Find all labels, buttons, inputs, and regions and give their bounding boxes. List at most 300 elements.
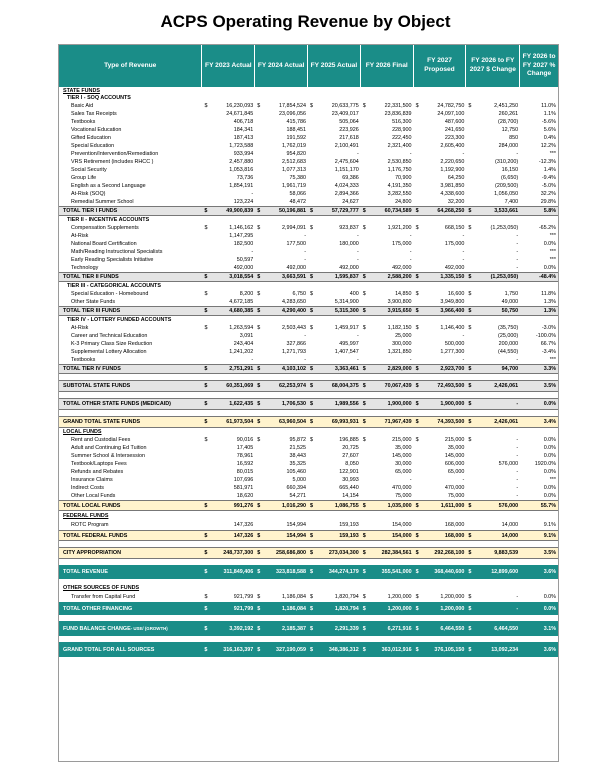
cell-value: 168,000 <box>444 532 465 539</box>
percent-change-cell: 55.7% <box>540 502 557 509</box>
value-cell <box>414 348 467 356</box>
row-label-text: TIER II - INCENTIVE ACCOUNTS <box>67 217 150 223</box>
row-label-text: Career and Technical Education <box>71 333 148 339</box>
cell-value: 282,384,561 <box>381 550 412 556</box>
cell-value: 1,595,837 <box>334 274 359 280</box>
value-cell <box>361 460 414 468</box>
table-row <box>59 484 558 492</box>
value-cell <box>466 356 520 364</box>
value-cell <box>308 356 361 364</box>
cell-value: 2,100,491 <box>334 143 359 149</box>
cell-value: 49,000 <box>501 299 519 305</box>
percent-change-cell: -48.4% <box>538 274 557 280</box>
currency-symbol: $ <box>468 308 472 314</box>
cell-value: (209,500) <box>495 183 519 189</box>
value-cell <box>414 381 467 391</box>
cell-value: 665,440 <box>339 485 359 491</box>
percent-change-cell: 3.3% <box>543 366 557 372</box>
currency-symbol: $ <box>468 325 472 331</box>
value-cell <box>466 232 520 240</box>
currency-symbol: $ <box>204 103 208 109</box>
row-label <box>59 142 202 150</box>
currency-symbol: $ <box>310 605 313 612</box>
value-cell <box>414 118 467 126</box>
value-cell <box>466 501 520 510</box>
cell-value: 223,300 <box>444 135 465 141</box>
value-cell <box>361 118 414 126</box>
tot-row <box>59 364 558 374</box>
cell-value: 168,000 <box>444 522 465 528</box>
value-cell <box>466 565 520 579</box>
value-cell <box>361 492 414 500</box>
currency-symbol: $ <box>310 103 313 109</box>
cell-value: 75,000 <box>447 493 465 499</box>
value-cell <box>414 531 467 540</box>
cell-value: 3,363,461 <box>334 366 359 372</box>
page-title: ACPS Operating Revenue by Object <box>160 12 451 31</box>
row-label-text: Other State Funds <box>71 299 116 305</box>
currency-symbol: $ <box>362 274 366 280</box>
cell-value: 292,268,100 <box>434 550 465 556</box>
value-cell <box>308 520 361 530</box>
value-cell <box>361 256 414 264</box>
percent-change-cell: 5.6% <box>543 127 556 133</box>
cell-value: 660,394 <box>286 485 306 491</box>
value-cell <box>414 642 467 657</box>
value-cell <box>361 484 414 492</box>
value-cell <box>466 520 520 530</box>
value-cell <box>361 452 414 460</box>
value-cell <box>466 110 520 118</box>
currency-symbol: $ <box>204 502 208 509</box>
cell-value: 4,290,400 <box>282 308 306 314</box>
value-cell <box>202 134 255 142</box>
row-label-text: Social Security <box>71 167 107 173</box>
value-cell <box>466 182 520 190</box>
cell-value: 72,493,500 <box>437 383 465 389</box>
currency-symbol: $ <box>204 383 208 389</box>
currency-symbol: $ <box>257 502 261 509</box>
currency-symbol: $ <box>310 274 313 280</box>
teal-row <box>59 642 558 657</box>
value-cell <box>308 232 361 240</box>
cell-value: 1,146,400 <box>440 325 465 331</box>
cell-value: 32,200 <box>447 199 465 205</box>
cell-value: 933,994 <box>233 151 254 157</box>
table-row <box>59 110 558 118</box>
percent-change-cell: 0.0% <box>543 493 556 499</box>
value-cell <box>466 492 520 500</box>
value-cell <box>202 468 255 476</box>
percent-change-cell: 0.0% <box>543 469 556 475</box>
cell-value: 1,086,755 <box>334 502 359 509</box>
value-cell <box>466 452 520 460</box>
currency-symbol: $ <box>310 401 313 407</box>
cell-value: 145,000 <box>392 453 412 459</box>
value-cell <box>414 492 467 500</box>
cell-value: 57,729,777 <box>331 208 359 214</box>
cell-value: 492,000 <box>286 265 306 271</box>
value-cell <box>361 166 414 174</box>
cell-value: 1,035,000 <box>387 502 412 509</box>
percent-change-cell: 0.0% <box>543 605 557 612</box>
currency-symbol: $ <box>362 569 366 575</box>
row-label <box>59 118 202 126</box>
value-cell <box>202 150 255 158</box>
percent-change-cell: -65.2% <box>538 225 556 231</box>
cell-value: 492,000 <box>444 265 465 271</box>
row-label-text: Other Local Funds <box>71 493 116 499</box>
cell-value: 16,592 <box>236 461 254 467</box>
cell-value: 64,250 <box>447 175 465 181</box>
value-cell <box>308 166 361 174</box>
value-cell <box>308 460 361 468</box>
sec-row <box>59 511 558 520</box>
row-label <box>59 150 202 158</box>
value-cell <box>308 256 361 264</box>
currency-symbol: $ <box>310 366 313 372</box>
value-cell <box>202 356 255 364</box>
cell-value: 921,799 <box>233 605 254 612</box>
table-row <box>59 126 558 134</box>
cell-value: 1,263,594 <box>229 325 254 331</box>
value-cell <box>202 207 255 215</box>
cell-value: 1,151,170 <box>334 167 359 173</box>
value-cell <box>361 520 414 530</box>
cell-value: 1,200,000 <box>440 594 465 600</box>
value-cell <box>361 207 414 215</box>
cell-value: - <box>251 249 254 255</box>
value-cell <box>255 476 308 484</box>
cell-value: 6,271,916 <box>387 625 412 632</box>
cell-value: - <box>516 357 519 363</box>
value-cell <box>361 399 414 409</box>
cell-value: (6,650) <box>501 175 519 181</box>
cell-value: 49,900,839 <box>226 208 254 214</box>
row-label <box>59 198 202 206</box>
value-cell <box>255 356 308 364</box>
cell-value: - <box>516 469 519 475</box>
currency-symbol: $ <box>257 569 261 575</box>
percent-change-cell: 9.1% <box>543 532 557 539</box>
value-cell <box>414 592 467 602</box>
row-label-text: FEDERAL FUNDS <box>63 512 109 519</box>
value-cell <box>466 642 520 657</box>
row-label-suffix: - USE/ (GROWTH) <box>130 626 168 631</box>
value-cell <box>414 460 467 468</box>
cell-value: 260,261 <box>498 111 519 117</box>
row-label <box>59 324 202 332</box>
row-label-text: English as a Second Language <box>71 183 146 189</box>
cell-value: 3,966,400 <box>440 308 465 314</box>
cell-value: 25,000 <box>395 333 412 339</box>
value-cell <box>202 298 255 306</box>
cell-value: 316,163,397 <box>223 646 254 653</box>
row-label-text: VRS Retirement (includes RHCC ) <box>71 159 154 165</box>
cell-value: (1,253,050) <box>490 274 519 280</box>
value-cell <box>308 324 361 332</box>
cell-value: 147,326 <box>233 522 254 528</box>
cell-value: (44,550) <box>498 349 519 355</box>
value-cell <box>466 307 520 315</box>
value-cell <box>361 307 414 315</box>
cell-value: 1,146,162 <box>229 225 254 231</box>
row-label-text: Indirect Costs <box>71 485 104 491</box>
value-cell <box>202 365 255 373</box>
value-cell <box>255 207 308 215</box>
percent-change-cell: 3.1% <box>543 625 557 632</box>
cell-value: 1,900,000 <box>387 401 412 407</box>
value-cell <box>255 417 308 427</box>
cell-value: 1,147,295 <box>229 233 254 239</box>
value-cell <box>414 174 467 182</box>
value-cell <box>308 248 361 256</box>
table-row <box>59 224 558 232</box>
cell-value: - <box>462 477 465 483</box>
value-cell <box>202 348 255 356</box>
currency-symbol: $ <box>415 419 419 425</box>
cell-value: 215,000 <box>444 437 465 443</box>
value-cell <box>255 198 308 206</box>
cell-value: 300,000 <box>392 341 412 347</box>
currency-symbol: $ <box>362 594 366 600</box>
currency-symbol: $ <box>204 208 208 214</box>
cell-value: 1,921,200 <box>387 225 412 231</box>
currency-symbol: $ <box>468 401 472 407</box>
value-cell <box>255 444 308 452</box>
percent-change-cell: 3.6% <box>543 646 557 653</box>
currency-symbol: $ <box>310 502 313 509</box>
value-cell <box>414 224 467 232</box>
row-label <box>59 190 202 198</box>
value-cell <box>361 240 414 248</box>
gold-row <box>59 416 558 428</box>
table-row <box>59 174 558 182</box>
row-label-text: Gifted Education <box>71 135 111 141</box>
value-cell <box>255 548 308 558</box>
cell-value: 241,650 <box>444 127 465 133</box>
cell-value: 13,092,234 <box>491 646 519 653</box>
cell-value: 470,000 <box>392 485 412 491</box>
value-cell <box>255 332 308 340</box>
cell-value: 30,993 <box>342 477 359 483</box>
value-cell <box>202 224 255 232</box>
cell-value: 991,276 <box>233 502 254 509</box>
cell-value: 1,077,313 <box>282 167 306 173</box>
currency-symbol: $ <box>362 325 366 331</box>
currency-symbol: $ <box>415 532 419 539</box>
tot-row <box>59 380 558 392</box>
percent-change-cell: -3.0% <box>541 325 556 331</box>
cell-value: 2,829,000 <box>387 366 412 372</box>
value-cell <box>361 592 414 602</box>
row-label-text: CITY APPROPRIATION <box>63 550 122 556</box>
currency-symbol: $ <box>468 532 472 539</box>
row-label <box>59 621 202 636</box>
row-label-text: Vocational Education <box>71 127 122 133</box>
value-cell <box>466 348 520 356</box>
value-cell <box>466 548 520 558</box>
value-cell <box>255 492 308 500</box>
cell-value: 1,989,556 <box>334 401 359 407</box>
value-cell <box>202 399 255 409</box>
row-label-text: Basic Aid <box>71 103 94 109</box>
cell-value: 62,253,974 <box>279 383 306 389</box>
row-label <box>59 492 202 500</box>
row-label-text: SUBTOTAL STATE FUNDS <box>63 383 131 389</box>
table-row <box>59 158 558 166</box>
value-cell <box>466 468 520 476</box>
cell-value: 24,627 <box>342 199 359 205</box>
tot-row <box>59 306 558 316</box>
currency-symbol: $ <box>362 308 366 314</box>
cell-value: 1,820,794 <box>334 594 359 600</box>
row-label <box>59 531 202 540</box>
currency-symbol: $ <box>257 605 261 612</box>
cell-value: 4,191,350 <box>387 183 412 189</box>
value-cell <box>202 273 255 281</box>
cell-value: 327,190,059 <box>276 646 306 653</box>
cell-value: 3,018,554 <box>229 274 254 280</box>
table-row <box>59 298 558 306</box>
row-label-text: Prevention/Intervention/Remediation <box>71 151 159 157</box>
row-label <box>59 240 202 248</box>
value-cell <box>414 444 467 452</box>
cell-value: 54,271 <box>289 493 306 499</box>
currency-symbol: $ <box>415 208 419 214</box>
cell-value: 12,750 <box>501 127 519 133</box>
value-cell <box>202 102 255 110</box>
row-label-text: TIER I - SOQ ACCOUNTS <box>67 95 131 101</box>
cell-value: 217,618 <box>339 135 359 141</box>
percent-change-cell: *** <box>549 151 556 157</box>
cell-value: 415,786 <box>286 119 306 125</box>
value-cell <box>255 150 308 158</box>
value-cell <box>202 460 255 468</box>
cell-value: 4,024,333 <box>334 183 359 189</box>
row-label <box>59 436 202 444</box>
value-cell <box>414 548 467 558</box>
table-row <box>59 324 558 332</box>
cell-value: 9,883,539 <box>494 550 519 556</box>
value-cell <box>202 548 255 558</box>
currency-symbol: $ <box>257 625 261 632</box>
currency-symbol: $ <box>310 419 313 425</box>
cell-value: 35,000 <box>447 445 465 451</box>
cell-value: 3,282,550 <box>387 191 412 197</box>
cell-value: 18,620 <box>236 493 254 499</box>
table-row <box>59 356 558 364</box>
cell-value: 3,981,850 <box>440 183 465 189</box>
value-cell <box>414 452 467 460</box>
value-cell <box>361 548 414 558</box>
value-cell <box>255 452 308 460</box>
value-cell <box>202 174 255 182</box>
cell-value: 1,611,000 <box>440 502 465 509</box>
row-label <box>59 94 203 102</box>
row-label <box>59 224 202 232</box>
value-cell <box>255 166 308 174</box>
row-label <box>59 444 202 452</box>
value-cell <box>466 381 520 391</box>
cell-value: 154,994 <box>286 522 306 528</box>
row-label-text: Refunds and Rebates <box>71 469 124 475</box>
cell-value: 284,000 <box>498 143 519 149</box>
value-cell <box>308 174 361 182</box>
cell-value: 4,283,650 <box>282 299 306 305</box>
percent-change-cell: 9.1% <box>543 522 556 528</box>
row-label-text: At-Risk <box>71 325 89 331</box>
percent-change-cell: 12.2% <box>540 143 556 149</box>
cell-value: 69,993,931 <box>331 419 359 425</box>
value-cell <box>308 468 361 476</box>
value-cell <box>361 565 414 579</box>
row-label <box>59 417 202 427</box>
percent-change-cell: 3.5% <box>543 550 557 556</box>
value-cell <box>202 182 255 190</box>
value-cell <box>361 158 414 166</box>
currency-symbol: $ <box>362 291 366 297</box>
currency-symbol: $ <box>415 308 419 314</box>
value-cell <box>202 248 255 256</box>
cell-value: (35,750) <box>498 325 519 331</box>
currency-symbol: $ <box>257 383 261 389</box>
header-type-of-revenue: Type of Revenue <box>59 45 202 87</box>
currency-symbol: $ <box>204 550 208 556</box>
percent-change-cell: -100.0% <box>535 333 556 339</box>
cell-value: 1,200,000 <box>387 594 412 600</box>
sub-row <box>59 216 558 224</box>
value-cell <box>202 381 255 391</box>
value-cell <box>361 531 414 540</box>
cell-value: 368,440,600 <box>434 569 465 575</box>
tot-row <box>59 398 558 410</box>
value-cell <box>255 126 308 134</box>
value-cell <box>361 198 414 206</box>
cell-value: 105,460 <box>286 469 306 475</box>
row-label-text: National Board Certification <box>71 241 137 247</box>
currency-symbol: $ <box>204 594 208 600</box>
currency-symbol: $ <box>204 419 208 425</box>
table-row <box>59 452 558 460</box>
value-cell <box>308 118 361 126</box>
percent-change-cell: 11.8% <box>541 291 556 297</box>
cell-value: 7,400 <box>504 199 519 205</box>
value-cell <box>361 332 414 340</box>
cell-value: 311,849,406 <box>223 569 254 575</box>
value-cell <box>466 150 520 158</box>
table-row <box>59 340 558 348</box>
cell-value: 1,056,050 <box>494 191 519 197</box>
cell-value: 516,300 <box>392 119 412 125</box>
cell-value: 1,407,547 <box>334 349 359 355</box>
percent-change-cell: 3.4% <box>543 419 557 425</box>
value-cell <box>255 240 308 248</box>
percent-change-cell: 1.3% <box>543 308 557 314</box>
cell-value: 355,541,000 <box>381 569 412 575</box>
percent-change-cell: *** <box>549 477 556 483</box>
value-cell <box>308 548 361 558</box>
cell-value: 78,961 <box>236 453 254 459</box>
currency-symbol: $ <box>415 401 419 407</box>
value-cell <box>361 468 414 476</box>
cell-value: 154,000 <box>392 522 412 528</box>
value-cell <box>414 142 467 150</box>
percent-change-cell: *** <box>549 357 556 363</box>
currency-symbol: $ <box>310 594 313 600</box>
value-cell <box>414 158 467 166</box>
header-fy2025: FY 2025 Actual <box>308 45 361 87</box>
